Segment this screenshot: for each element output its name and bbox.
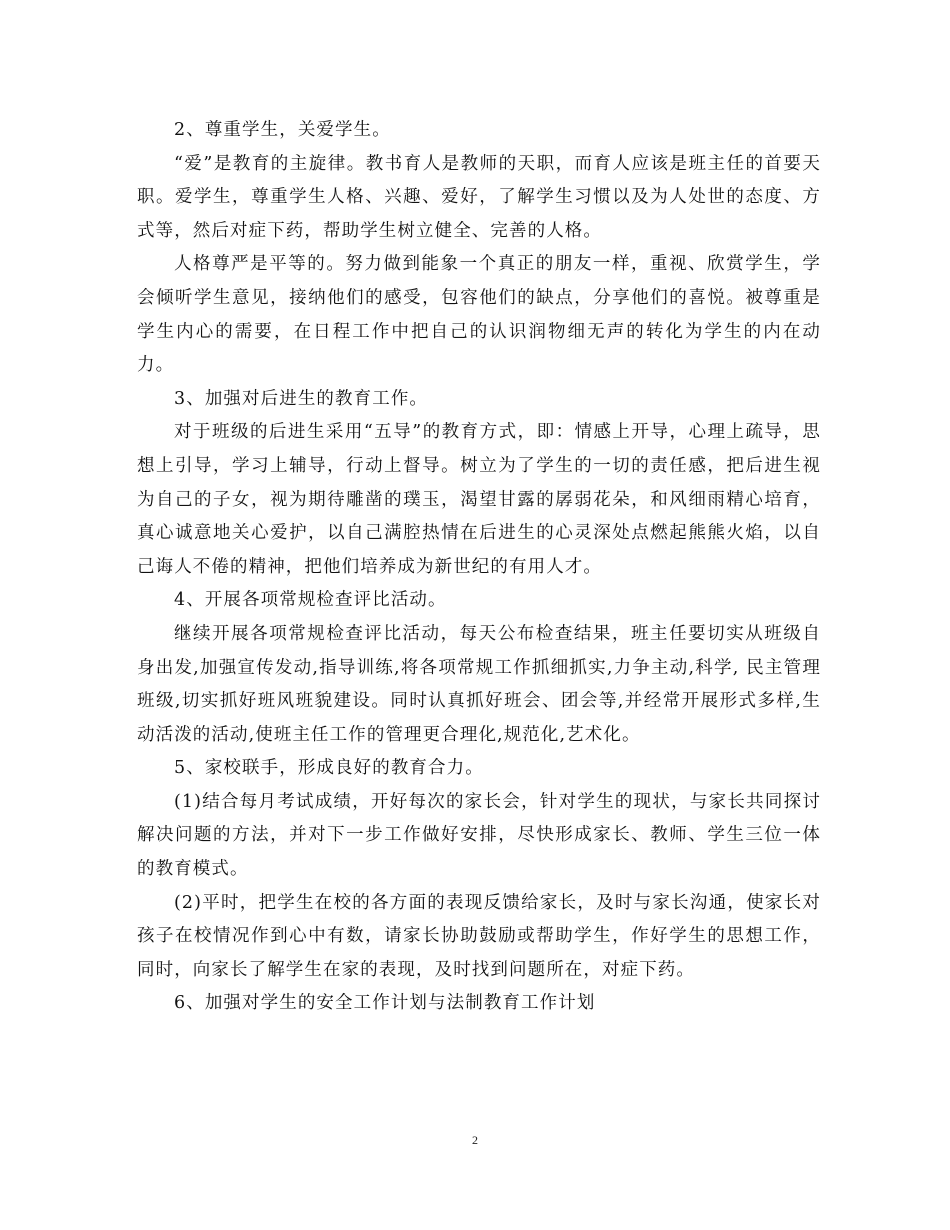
body-paragraph: 人格尊严是平等的。努力做到能象一个真正的朋友一样，重视、欣赏学生，学会倾听学生意见，接纳他们的感受，包容他们的缺点，分享他们的喜悦。被尊重是学生内心的需要，在日程工作中把自己的认识润物细无声的转化为学生的内在动力。 (137, 254, 821, 376)
section-heading-respect-students: 2、尊重学生，关爱学生。 (174, 120, 391, 140)
list-item: (2)平时，把学生在校的各方面的表现反馈给家长，及时与家长沟通，使家长对孩子在校情况作到心中有数，请家长协助鼓励或帮助学生，作好学生的思想工作，同时，向家长了解学生在家的表现，及时找到问题所在，对症下药。 (137, 892, 821, 980)
page-number: 2 (472, 1133, 478, 1147)
section-heading-underachievers: 3、加强对后进生的教育工作。 (174, 388, 429, 409)
section-heading-routine-inspections: 4、开展各项常规检查评比活动。 (174, 590, 447, 611)
body-paragraph: 继续开展各项常规检查评比活动，每天公布检查结果，班主任要切实从班级自身出发,加强宣传发动,指导训练,将各项常规工作抓细抓实,力争主动,科学, 民主管理班级,切实抓好班风班貌建设。同时认真抓好班会、团会等,并经常开展形式多样,生动活泼的活动,使班主任工作的管理更合理化,规范化,艺术化。 (137, 623, 821, 745)
section-heading-home-school: 5、家校联手，形成良好的教育合力。 (174, 758, 484, 779)
document-body (137, 114, 821, 1021)
list-item: (1)结合每月考试成绩，开好每次的家长会，针对学生的现状，与家长共同探讨解决问题的方法，并对下一步工作做好安排，尽快形成家长、教师、学生三位一体的教育模式。 (137, 791, 821, 880)
body-paragraph: “爱”是教育的主旋律。教书育人是教师的天职，而育人应该是班主任的首要天职。爱学生，尊重学生人格、兴趣、爱好，了解学生习惯以及为人处世的态度、方式等，然后对症下药，帮助学生树立健全、完善的人格。 (137, 153, 821, 241)
body-paragraph: 对于班级的后进生采用“五导”的教育方式，即：情感上开导，心理上疏导，思想上引导，学习上辅导，行动上督导。树立为了学生的一切的责任感，把后进生视为自己的子女，视为期待雕凿的璞玉，渴望甘露的孱弱花朵，和风细雨精心培育，真心诚意地关心爱护，以自己满腔热情在后进生的心灵深处点燃起熊熊火焰，以自己诲人不倦的精神，把他们培养成为新世纪的有用人才。 (137, 422, 821, 577)
section-heading-safety: 6、加强对学生的安全工作计划与法制教育工作计划 (174, 993, 596, 1014)
